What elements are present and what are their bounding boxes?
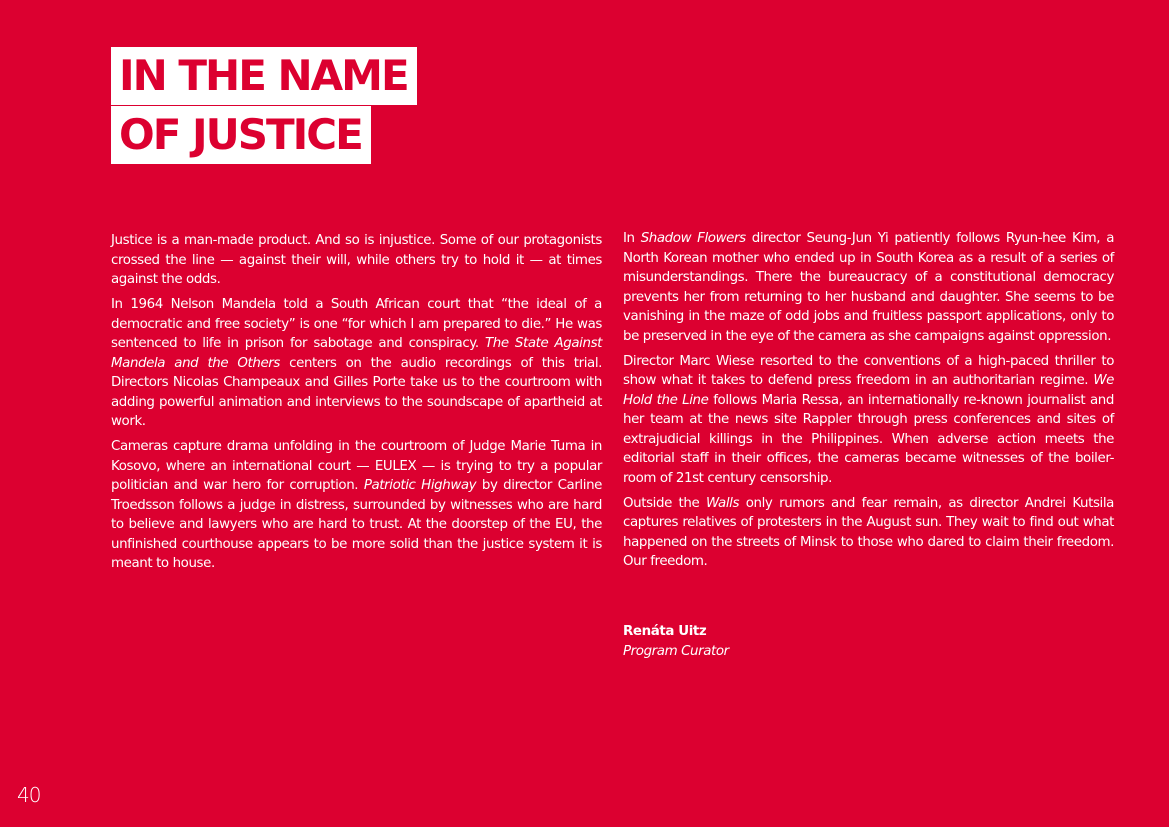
signature: [623, 622, 729, 662]
paragraph-text: Justice is a man-made product. And so is injustice. Some of our protagonists crossed the line — against their will, while others try to hold it — at times against the odds.: [111, 233, 602, 287]
right-text-column: [623, 229, 1114, 577]
page-number: 40: [17, 783, 41, 807]
film-title: The State Against Mandela and the Others: [111, 336, 602, 371]
title-line-1: IN THE NAME: [111, 47, 417, 105]
paragraph-text: follows Maria Ressa, an internationally re-known journalist and her team at the news site Rappler through press conferences and sites of extrajudicial killings in the Philippines. When adverse action meets the editorial staff in their offices, the cameras became witnesses of the boiler-room of 21st century censorship.: [623, 392, 1114, 486]
title-line-2: OF JUSTICE: [111, 106, 371, 164]
paragraph: [111, 295, 602, 432]
author-name: Renáta Uitz: [623, 624, 707, 639]
paragraph-text: centers on the audio recordings of this trial. Directors Nicolas Champeaux and Gilles Porte take us to the courtroom with adding powerful animation and interviews to the soundscape of apartheid at work.: [111, 355, 603, 429]
paragraph: [111, 437, 602, 574]
film-title: Walls: [705, 495, 740, 511]
paragraph: [623, 352, 1114, 489]
film-title: Patriotic Highway: [363, 478, 477, 493]
paragraph-text: Cameras capture drama unfolding in the courtroom of Judge Marie Tuma in Kosovo, where an international court — EULEX — is trying to try a popular politician and war hero for corruption.: [111, 439, 602, 493]
paragraph-text: only rumors and fear remain, as director Andrei Kutsila captures relatives of protesters in the August sun. They wait to find out what happened on the streets of Minsk to those who dared to claim their freedom. Our freedom.: [623, 495, 1114, 569]
page-title: [111, 47, 417, 164]
author-role: Program Curator: [623, 644, 729, 659]
paragraph-text: by director Carline Troedsson follows a judge in distress, surrounded by witnesses who are hard to believe and lawyers who are hard to trust. At the doorstep of the EU, the unfinished courthouse appears to be more solid than the justice system it is meant to house.: [111, 478, 603, 571]
paragraph-text: Director Marc Wiese resorted to the conventions of a high-paced thriller to show what it takes to defend press freedom in an authoritarian regime.: [623, 353, 1114, 388]
film-title: Shadow Flowers: [640, 231, 746, 246]
paragraph-text: In: [623, 231, 641, 246]
paragraph-text: In 1964 Nelson Mandela told a South African court that “the ideal of a democratic and free society” is one “for which I am prepared to die.” He was sentenced to life in prison for sabotage and conspiracy.: [111, 297, 602, 351]
paragraph-text: Outside the: [623, 495, 706, 511]
film-title: We Hold the Line: [623, 373, 1114, 408]
left-text-column: [111, 231, 602, 579]
paragraph: [623, 494, 1114, 572]
paragraph: [623, 229, 1114, 346]
paragraph: [111, 231, 602, 290]
paragraph-text: director Seung-Jun Yi patiently follows Ryun-hee Kim, a North Korean mother who ended up in South Korea as a result of a series of misunderstandings. There the bureaucracy of a constitutional democracy prevents her from returning to her husband and daughter. She seems to be vanishing in the maze of odd jobs and fruitless passport applications, only to be preserved in the eye of the camera as she campaigns against oppression.: [623, 231, 1115, 344]
